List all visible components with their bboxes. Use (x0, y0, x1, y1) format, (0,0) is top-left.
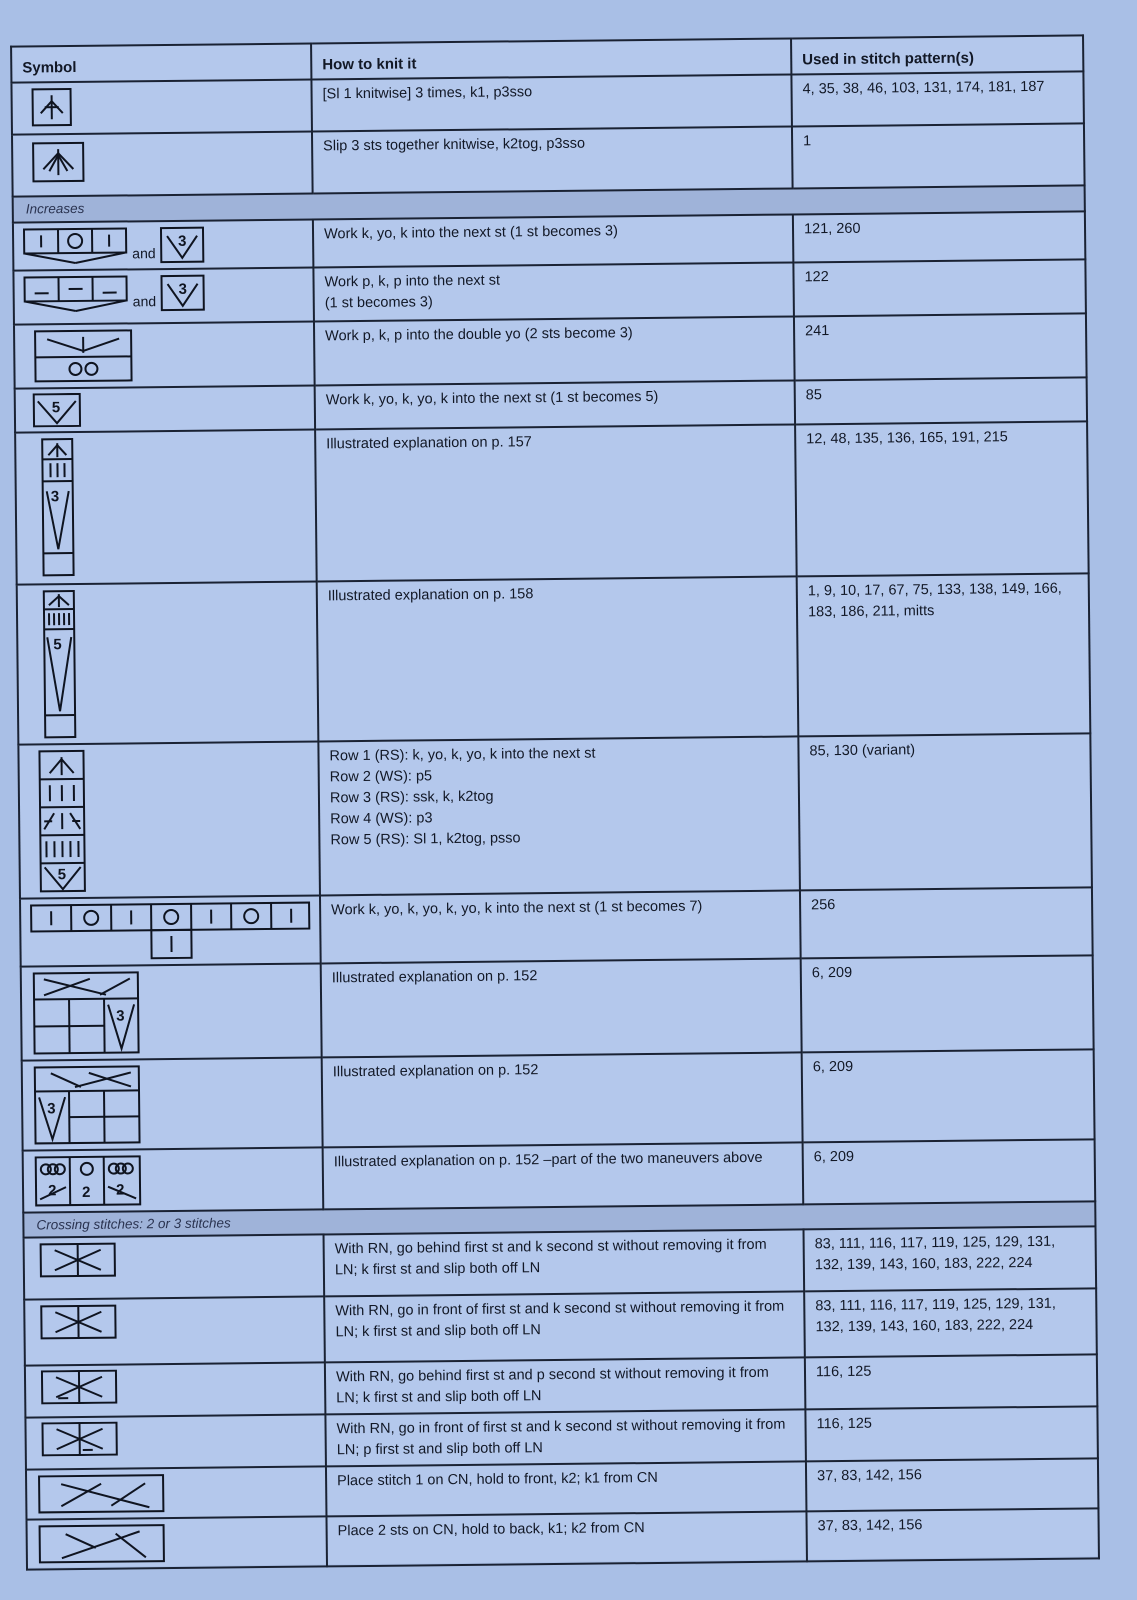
and-label: and (132, 293, 157, 310)
symbol-cell (24, 1235, 325, 1300)
symbol-cell (12, 131, 313, 196)
symbol-cell (22, 1057, 323, 1150)
svg-text:3: 3 (178, 280, 188, 298)
used-cell: 6, 209 (801, 955, 1094, 1052)
right-cross-icon (33, 1242, 117, 1279)
how-cell: Illustrated explanation on p. 152 (322, 1052, 803, 1147)
how-cell: With RN, go in front of first st and k second st without removing it from LN; p first st and slip both off LN (325, 1410, 806, 1467)
svg-text:5: 5 (53, 635, 62, 653)
how-cell: With RN, go behind first st and p second st without removing it from LN; k first st and slip both off LN (325, 1358, 806, 1415)
four-to-one-decrease-icon (20, 87, 72, 128)
cable-1-2-back-icon (36, 1523, 166, 1564)
chart-key-page (10, 34, 1098, 1567)
table-row (21, 955, 1094, 1060)
used-cell: 122 (793, 259, 1086, 316)
symbol-cell (18, 741, 320, 898)
used-cell: 116, 125 (805, 1354, 1098, 1409)
how-cell: Work p, k, p into the double yo (2 sts become 3) (314, 316, 795, 385)
header-how: How to knit it (311, 38, 791, 79)
table-row (20, 887, 1093, 966)
symbol-cell (14, 321, 315, 388)
symbol-cell (25, 1363, 326, 1418)
used-cell: 85 (795, 377, 1087, 424)
table-row (23, 1139, 1096, 1212)
symbol-cell (21, 963, 322, 1060)
how-cell: Illustrated explanation on p. 152 (321, 958, 802, 1057)
table-row (14, 313, 1087, 388)
k-yo-k-increase-icon (22, 226, 128, 265)
how-cell: Work p, k, p into the next st (1 st becomes 3) (313, 262, 794, 321)
how-cell: Work k, yo, k into the next st (1 st becomes 3) (313, 214, 793, 267)
table-row (18, 733, 1092, 898)
used-cell: 256 (800, 887, 1093, 958)
five-increase-icon (24, 392, 84, 427)
symbol-cell (11, 80, 312, 135)
how-cell: Row 1 (RS): k, yo, k, yo, k into the next st Row 2 (WS): p5 Row 3 (RS): ssk, k, k2tog Row 4 (WS): p3 Row 5 (RS): Sl 1, k2tog, psso (318, 736, 800, 895)
cross-increase-left-icon (31, 1064, 142, 1145)
used-cell: 37, 83, 142, 156 (806, 1509, 1099, 1562)
svg-text:2: 2 (81, 1183, 91, 1201)
symbol-cell (26, 1517, 327, 1570)
used-cell: 85, 130 (variant) (798, 733, 1092, 890)
svg-text:3: 3 (178, 232, 187, 250)
how-cell: Illustrated explanation on p. 158 (317, 576, 799, 741)
how-cell: With RN, go behind first st and k second st without removing it from LN; k first st and slip both off LN (324, 1230, 805, 1297)
five-to-one-decrease-icon (21, 139, 91, 184)
symbol-cell (24, 1297, 325, 1366)
wrap-yo-icon (32, 1154, 143, 1207)
used-cell: 83, 111, 116, 117, 119, 125, 129, 131, 132, 139, 143, 160, 183, 222, 224 (804, 1288, 1097, 1357)
how-cell: Illustrated explanation on p. 152 –part of the two maneuvers above (323, 1142, 804, 1209)
how-cell: Work k, yo, k, yo, k into the next st (1 st becomes 5) (315, 380, 795, 429)
svg-text:5: 5 (51, 398, 61, 416)
table-row (12, 123, 1085, 196)
how-cell: [Sl 1 knitwise] 3 times, k1, p3sso (311, 74, 792, 131)
symbol-key-table (10, 34, 1100, 1570)
right-purl-cross-icon (34, 1370, 118, 1405)
used-cell: 1, 9, 10, 17, 67, 75, 133, 138, 149, 166, 183, 186, 211, mitts (797, 573, 1091, 736)
used-cell: 37, 83, 142, 156 (806, 1459, 1099, 1512)
symbol-cell (17, 581, 319, 744)
table-row (22, 1049, 1095, 1150)
table-row (26, 1509, 1098, 1570)
how-cell: Illustrated explanation on p. 157 (315, 424, 797, 581)
symbol-cell (26, 1467, 327, 1520)
used-cell: 1 (792, 123, 1085, 188)
p-k-p-increase-icon (22, 274, 128, 313)
how-cell: Work k, yo, k, yo, k, yo, k into the next st (1 st becomes 7) (320, 890, 801, 963)
left-cross-icon (33, 1304, 117, 1341)
bobble-3-icon (24, 436, 85, 577)
symbol-cell (20, 895, 321, 966)
how-cell: With RN, go in front of first st and k second st without removing it from LN; k first st and slip both off LN (324, 1292, 805, 1363)
symbol-cell (15, 429, 317, 584)
header-used: Used in stitch pattern(s) (791, 35, 1083, 74)
symbol-cell (25, 1415, 326, 1470)
table-row (15, 421, 1089, 584)
double-yo-increase-icon (23, 328, 134, 383)
used-cell: 4, 35, 38, 46, 103, 131, 174, 181, 187 (791, 71, 1084, 126)
svg-text:3: 3 (47, 1099, 56, 1117)
used-cell: 6, 209 (802, 1049, 1095, 1142)
table-row (24, 1288, 1097, 1365)
cable-2-1-front-icon (35, 1473, 165, 1514)
symbol-cell (15, 385, 315, 432)
increase-3-icon (160, 273, 206, 311)
bobble-rows-icon (27, 748, 89, 893)
svg-text:2: 2 (115, 1181, 125, 1199)
cross-increase-right-icon (30, 970, 141, 1055)
section-increases: Increases (13, 185, 1085, 222)
used-cell: 12, 48, 135, 136, 165, 191, 215 (795, 421, 1089, 576)
svg-text:3: 3 (116, 1007, 125, 1025)
table-row (17, 573, 1091, 744)
used-cell: 6, 209 (803, 1139, 1096, 1204)
table-row (24, 1226, 1097, 1299)
used-cell: 83, 111, 116, 117, 119, 125, 129, 131, 132, 139, 143, 160, 183, 222, 224 (804, 1226, 1097, 1291)
seven-increase-icon (29, 900, 312, 961)
symbol-cell (23, 1147, 324, 1212)
section-crossing: Crossing stitches: 2 or 3 stitches (23, 1201, 1095, 1238)
used-cell: 241 (794, 313, 1087, 380)
left-purl-cross-icon (34, 1422, 118, 1457)
and-label: and (132, 245, 156, 262)
symbol-cell (13, 219, 313, 270)
symbol-cell (13, 267, 314, 324)
svg-text:2: 2 (47, 1181, 57, 1199)
used-cell: 121, 260 (793, 211, 1085, 262)
increase-3-icon (159, 225, 205, 263)
svg-text:5: 5 (57, 865, 67, 883)
how-cell: Place 2 sts on CN, hold to back, k1; k2 from CN (326, 1512, 806, 1567)
svg-text:3: 3 (50, 487, 60, 505)
how-cell: Place stitch 1 on CN, hold to front, k2; k1 from CN (326, 1462, 806, 1517)
header-symbol: Symbol (11, 44, 311, 83)
how-cell: Slip 3 sts together knitwise, k2tog, p3sso (312, 126, 793, 193)
bobble-5-icon (26, 588, 88, 739)
used-cell: 116, 125 (805, 1406, 1098, 1461)
